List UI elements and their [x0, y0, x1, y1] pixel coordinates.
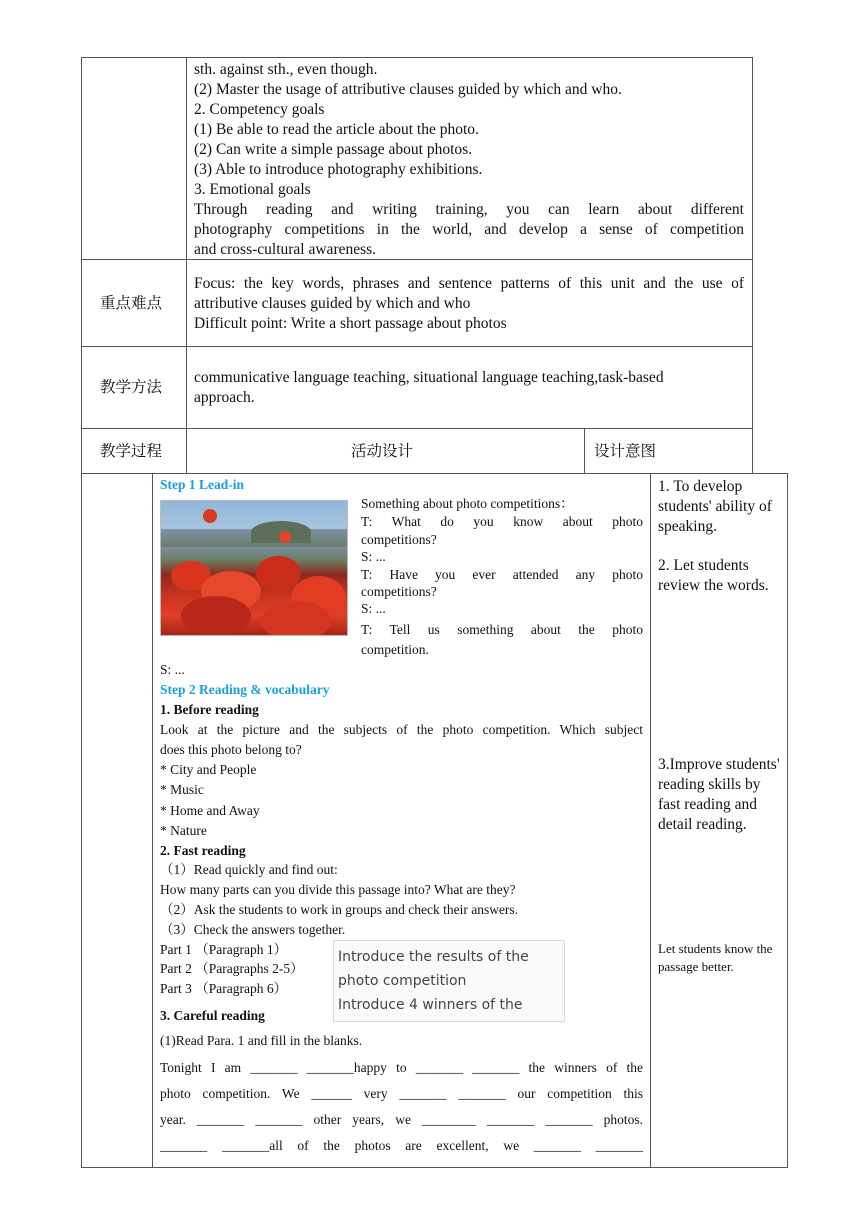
- fill-blank-line: _______ _______all of the photos are excellent, we _______ _______: [160, 1138, 643, 1153]
- goals-line: sth. against sth., even though.: [194, 61, 378, 78]
- method-line: approach.: [194, 389, 255, 406]
- step2-title: Step 2 Reading & vocabulary: [160, 682, 330, 697]
- process-header: 教学过程: [100, 442, 163, 460]
- goals-line: and cross-cultural awareness.: [194, 241, 377, 258]
- goals-line: Through reading and writing training, you can learn about different: [194, 201, 744, 218]
- landscape-photo: [160, 500, 348, 636]
- goals-line: 3. Emotional goals: [194, 181, 311, 198]
- goals-line: (2) Master the usage of attributive clauses guided by which and who.: [194, 81, 622, 98]
- step1-line: S: ...: [361, 601, 386, 616]
- step1-line: T: What do you know about photo: [361, 514, 643, 529]
- goals-line: (1) Be able to read the article about the photo.: [194, 121, 479, 138]
- step1-line: T: Have you ever attended any photo: [361, 567, 643, 582]
- step1-line: Something about photo competitions：: [361, 496, 574, 511]
- step1-line: competitions?: [361, 584, 437, 599]
- intent-3: 3.Improve students' reading skills by fast reading and detail reading.: [658, 756, 780, 833]
- part-label: Part 3 （Paragraph 6）: [160, 981, 288, 996]
- goals-line: (3) Able to introduce photography exhibitions.: [194, 161, 483, 178]
- answer-line: photo competition: [338, 973, 467, 989]
- fill-blank-line: photo competition. We ______ very _______ _______ our competition this: [160, 1086, 643, 1101]
- fill-blank-line: year. _______ _______ other years, we ________ _______ _______ photos.: [160, 1112, 643, 1127]
- before-reading-line: does this photo belong to?: [160, 742, 302, 757]
- step1-line: competition.: [361, 642, 429, 657]
- subject-option: * Music: [160, 782, 204, 797]
- fast-reading-line: How many parts can you divide this passage into? What are they?: [160, 882, 516, 897]
- goals-line: photography competitions in the world, and develop a sense of competition: [194, 221, 744, 238]
- intent-2: 2. Let students review the words.: [658, 557, 769, 594]
- step1-line: S: ...: [160, 662, 185, 677]
- fast-reading-title: 2. Fast reading: [160, 843, 246, 858]
- step1-line: S: ...: [361, 549, 386, 564]
- fast-reading-line: （2）Ask the students to work in groups and check their answers.: [160, 902, 519, 917]
- focus-line: attributive clauses guided by which and who: [194, 295, 471, 312]
- subject-option: * Home and Away: [160, 803, 260, 818]
- before-reading-title: 1. Before reading: [160, 702, 259, 717]
- answer-image: [333, 940, 565, 1022]
- answer-line: Introduce the results of the: [338, 949, 529, 965]
- method-line: communicative language teaching, situational language teaching,task-based: [194, 369, 664, 386]
- goals-line: 2. Competency goals: [194, 101, 325, 118]
- intent-1: 1. To develop students' ability of speaking.: [658, 478, 772, 535]
- fill-blank-line: Tonight I am _______ _______happy to _______ _______ the winners of the: [160, 1060, 643, 1075]
- focus-line: Focus: the key words, phrases and sentence patterns of this unit and the use of: [194, 275, 744, 292]
- focus-line: Difficult point: Write a short passage about photos: [194, 315, 507, 332]
- intent-4: Let students know the passage better.: [658, 941, 773, 974]
- method-label: 教学方法: [100, 378, 163, 396]
- fast-reading-line: （3）Check the answers together.: [160, 922, 346, 937]
- activity-header: 活动设计: [351, 442, 414, 460]
- intent-header: 设计意图: [594, 442, 657, 460]
- step1-line: T: Tell us something about the photo: [361, 622, 643, 637]
- answer-line: Introduce 4 winners of the: [338, 997, 523, 1013]
- step1-title: Step 1 Lead-in: [160, 477, 245, 492]
- subject-option: * City and People: [160, 762, 257, 777]
- subject-option: * Nature: [160, 823, 207, 838]
- part-label: Part 2 （Paragraphs 2-5）: [160, 961, 304, 976]
- focus-label: 重点难点: [100, 294, 163, 312]
- step1-line: competitions?: [361, 532, 437, 547]
- part-label: Part 1 （Paragraph 1）: [160, 942, 288, 957]
- goals-line: (2) Can write a simple passage about photos.: [194, 141, 473, 158]
- careful-reading-line: (1)Read Para. 1 and fill in the blanks.: [160, 1033, 363, 1048]
- before-reading-line: Look at the picture and the subjects of the photo competition. Which subject: [160, 722, 643, 737]
- careful-reading-title: 3. Careful reading: [160, 1008, 265, 1023]
- fast-reading-line: （1）Read quickly and find out:: [160, 862, 338, 877]
